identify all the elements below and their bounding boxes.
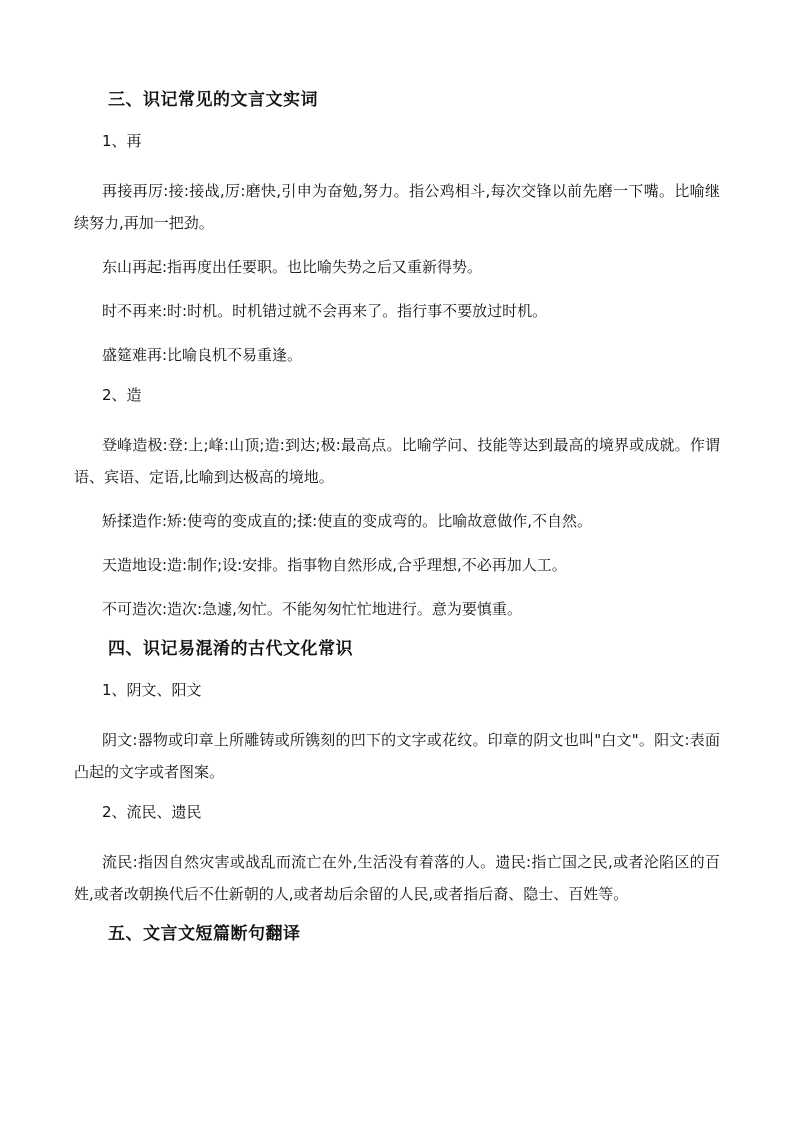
paragraph: 时不再来:时:时机。时机错过就不会再来了。指行事不要放过时机。	[102, 302, 548, 320]
paragraph: 流民:指因自然灾害或战乱而流亡在外,生活没有着落的人。遗民:指亡国之民,或者沦陷区的百姓,或者改朝换代后不仕新朝的人,或者劫后余留的人民,或者指后裔、隐士、百姓等。	[74, 853, 720, 903]
section-heading: 五、文言文短篇断句翻译	[108, 924, 301, 944]
section-3	[74, 88, 720, 625]
paragraph: 登峰造极:登:上;峰:山顶;造:到达;极:最高点。比喻学问、技能等达到最高的境界或成就。作谓语、宾语、定语,比喻到达极高的境地。	[74, 436, 720, 486]
paragraph: 不可造次:造次:急遽,匆忙。不能匆匆忙忙地进行。意为要慎重。	[102, 600, 522, 618]
item-title: 2、造	[102, 386, 142, 404]
item-title: 2、流民、遗民	[102, 803, 202, 821]
section-heading: 三、识记常见的文言文实词	[108, 90, 318, 110]
paragraph: 盛筵难再:比喻良机不易重逢。	[102, 346, 303, 364]
paragraph: 东山再起:指再度出任要职。也比喻失势之后又重新得势。	[102, 258, 483, 276]
paragraph: 天造地设:造:制作;设:安排。指事物自然形成,合乎理想,不必再加人工。	[102, 556, 567, 574]
section-4	[74, 637, 720, 910]
paragraph: 再接再厉:接:接战,厉:磨快,引申为奋勉,努力。指公鸡相斗,每次交锋以前先磨一下嘴。比喻继续努力,再加一把劲。	[74, 182, 720, 232]
section-5	[74, 922, 720, 946]
section-heading: 四、识记易混淆的古代文化常识	[108, 639, 353, 659]
paragraph: 阴文:器物或印章上所雕铸或所镌刻的凹下的文字或花纹。印章的阴文也叫"白文"。阳文:表面凸起的文字或者图案。	[74, 731, 720, 781]
paragraph: 矫揉造作:矫:使弯的变成直的;揉:使直的变成弯的。比喻故意做作,不自然。	[102, 512, 592, 530]
item-title: 1、再	[102, 132, 142, 150]
item-title: 1、阴文、阳文	[102, 681, 202, 699]
